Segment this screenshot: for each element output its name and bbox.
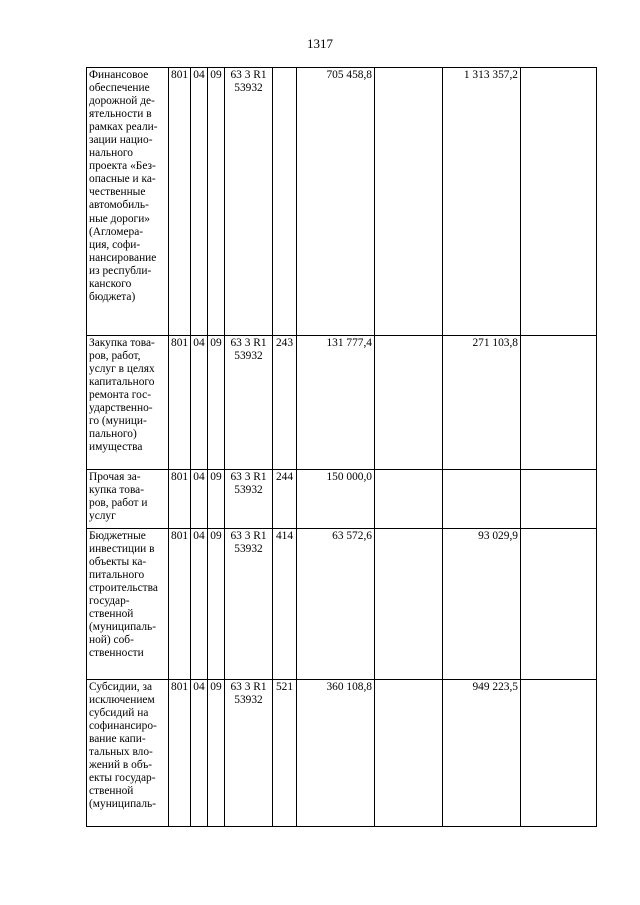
subsection-code: 09 xyxy=(208,336,225,470)
amount-cell xyxy=(521,680,597,827)
amount-cell xyxy=(521,470,597,529)
amount-cell xyxy=(443,470,521,529)
amount-cell: 271 103,8 xyxy=(443,336,521,470)
amount-cell xyxy=(375,529,443,680)
amount-cell: 705 458,8 xyxy=(297,68,375,336)
amount-cell xyxy=(521,68,597,336)
ministry-code: 801 xyxy=(169,68,191,336)
page-number: 1317 xyxy=(307,36,333,51)
amount-cell: 93 029,9 xyxy=(443,529,521,680)
amount-cell xyxy=(521,529,597,680)
table-row xyxy=(87,529,597,680)
item-description: Финансовое обеспечение дорожной де- ятельности в рамках реали- зации нацио- нального проекта «Без- опасные и ка- чественные автомобиль- ные дороги» (Агломера- ция, софи- нансирование из республи- канского бюджета) xyxy=(87,68,169,336)
amount-cell: 949 223,5 xyxy=(443,680,521,827)
target-article-code: 63 3 R1 53932 xyxy=(225,680,273,827)
target-article-code: 63 3 R1 53932 xyxy=(225,529,273,680)
expense-type-code: 244 xyxy=(273,470,297,529)
subsection-code: 09 xyxy=(208,470,225,529)
amount-cell xyxy=(521,336,597,470)
section-code: 04 xyxy=(191,529,208,680)
ministry-code: 801 xyxy=(169,680,191,827)
amount-cell: 150 000,0 xyxy=(297,470,375,529)
section-code: 04 xyxy=(191,68,208,336)
amount-cell xyxy=(375,336,443,470)
ministry-code: 801 xyxy=(169,529,191,680)
ministry-code: 801 xyxy=(169,336,191,470)
subsection-code: 09 xyxy=(208,68,225,336)
budget-table xyxy=(86,67,597,827)
item-description: Прочая за- купка това- ров, работ и услуг xyxy=(87,470,169,529)
section-code: 04 xyxy=(191,680,208,827)
expense-type-code xyxy=(273,68,297,336)
target-article-code: 63 3 R1 53932 xyxy=(225,68,273,336)
amount-cell: 360 108,8 xyxy=(297,680,375,827)
table-row xyxy=(87,680,597,827)
amount-cell xyxy=(375,68,443,336)
target-article-code: 63 3 R1 53932 xyxy=(225,336,273,470)
subsection-code: 09 xyxy=(208,529,225,680)
ministry-code: 801 xyxy=(169,470,191,529)
item-description: Бюджетные инвестиции в объекты ка- питального строительства государ- ственной (муниципаль- ной) соб- ственности xyxy=(87,529,169,680)
amount-cell: 131 777,4 xyxy=(297,336,375,470)
table-row xyxy=(87,336,597,470)
amount-cell: 63 572,6 xyxy=(297,529,375,680)
section-code: 04 xyxy=(191,336,208,470)
subsection-code: 09 xyxy=(208,680,225,827)
target-article-code: 63 3 R1 53932 xyxy=(225,470,273,529)
item-description: Закупка това- ров, работ, услуг в целях капитального ремонта гос- ударственно- го (муници- пального) имущества xyxy=(87,336,169,470)
expense-type-code: 521 xyxy=(273,680,297,827)
amount-cell xyxy=(375,470,443,529)
expense-type-code: 243 xyxy=(273,336,297,470)
amount-cell xyxy=(375,680,443,827)
section-code: 04 xyxy=(191,470,208,529)
amount-cell: 1 313 357,2 xyxy=(443,68,521,336)
table-row xyxy=(87,470,597,529)
table-row xyxy=(87,68,597,336)
expense-type-code: 414 xyxy=(273,529,297,680)
item-description: Субсидии, за исключением субсидий на софинансиро- вание капи- тальных вло- жений в объ- екты государ- ственной (муниципаль- xyxy=(87,680,169,827)
